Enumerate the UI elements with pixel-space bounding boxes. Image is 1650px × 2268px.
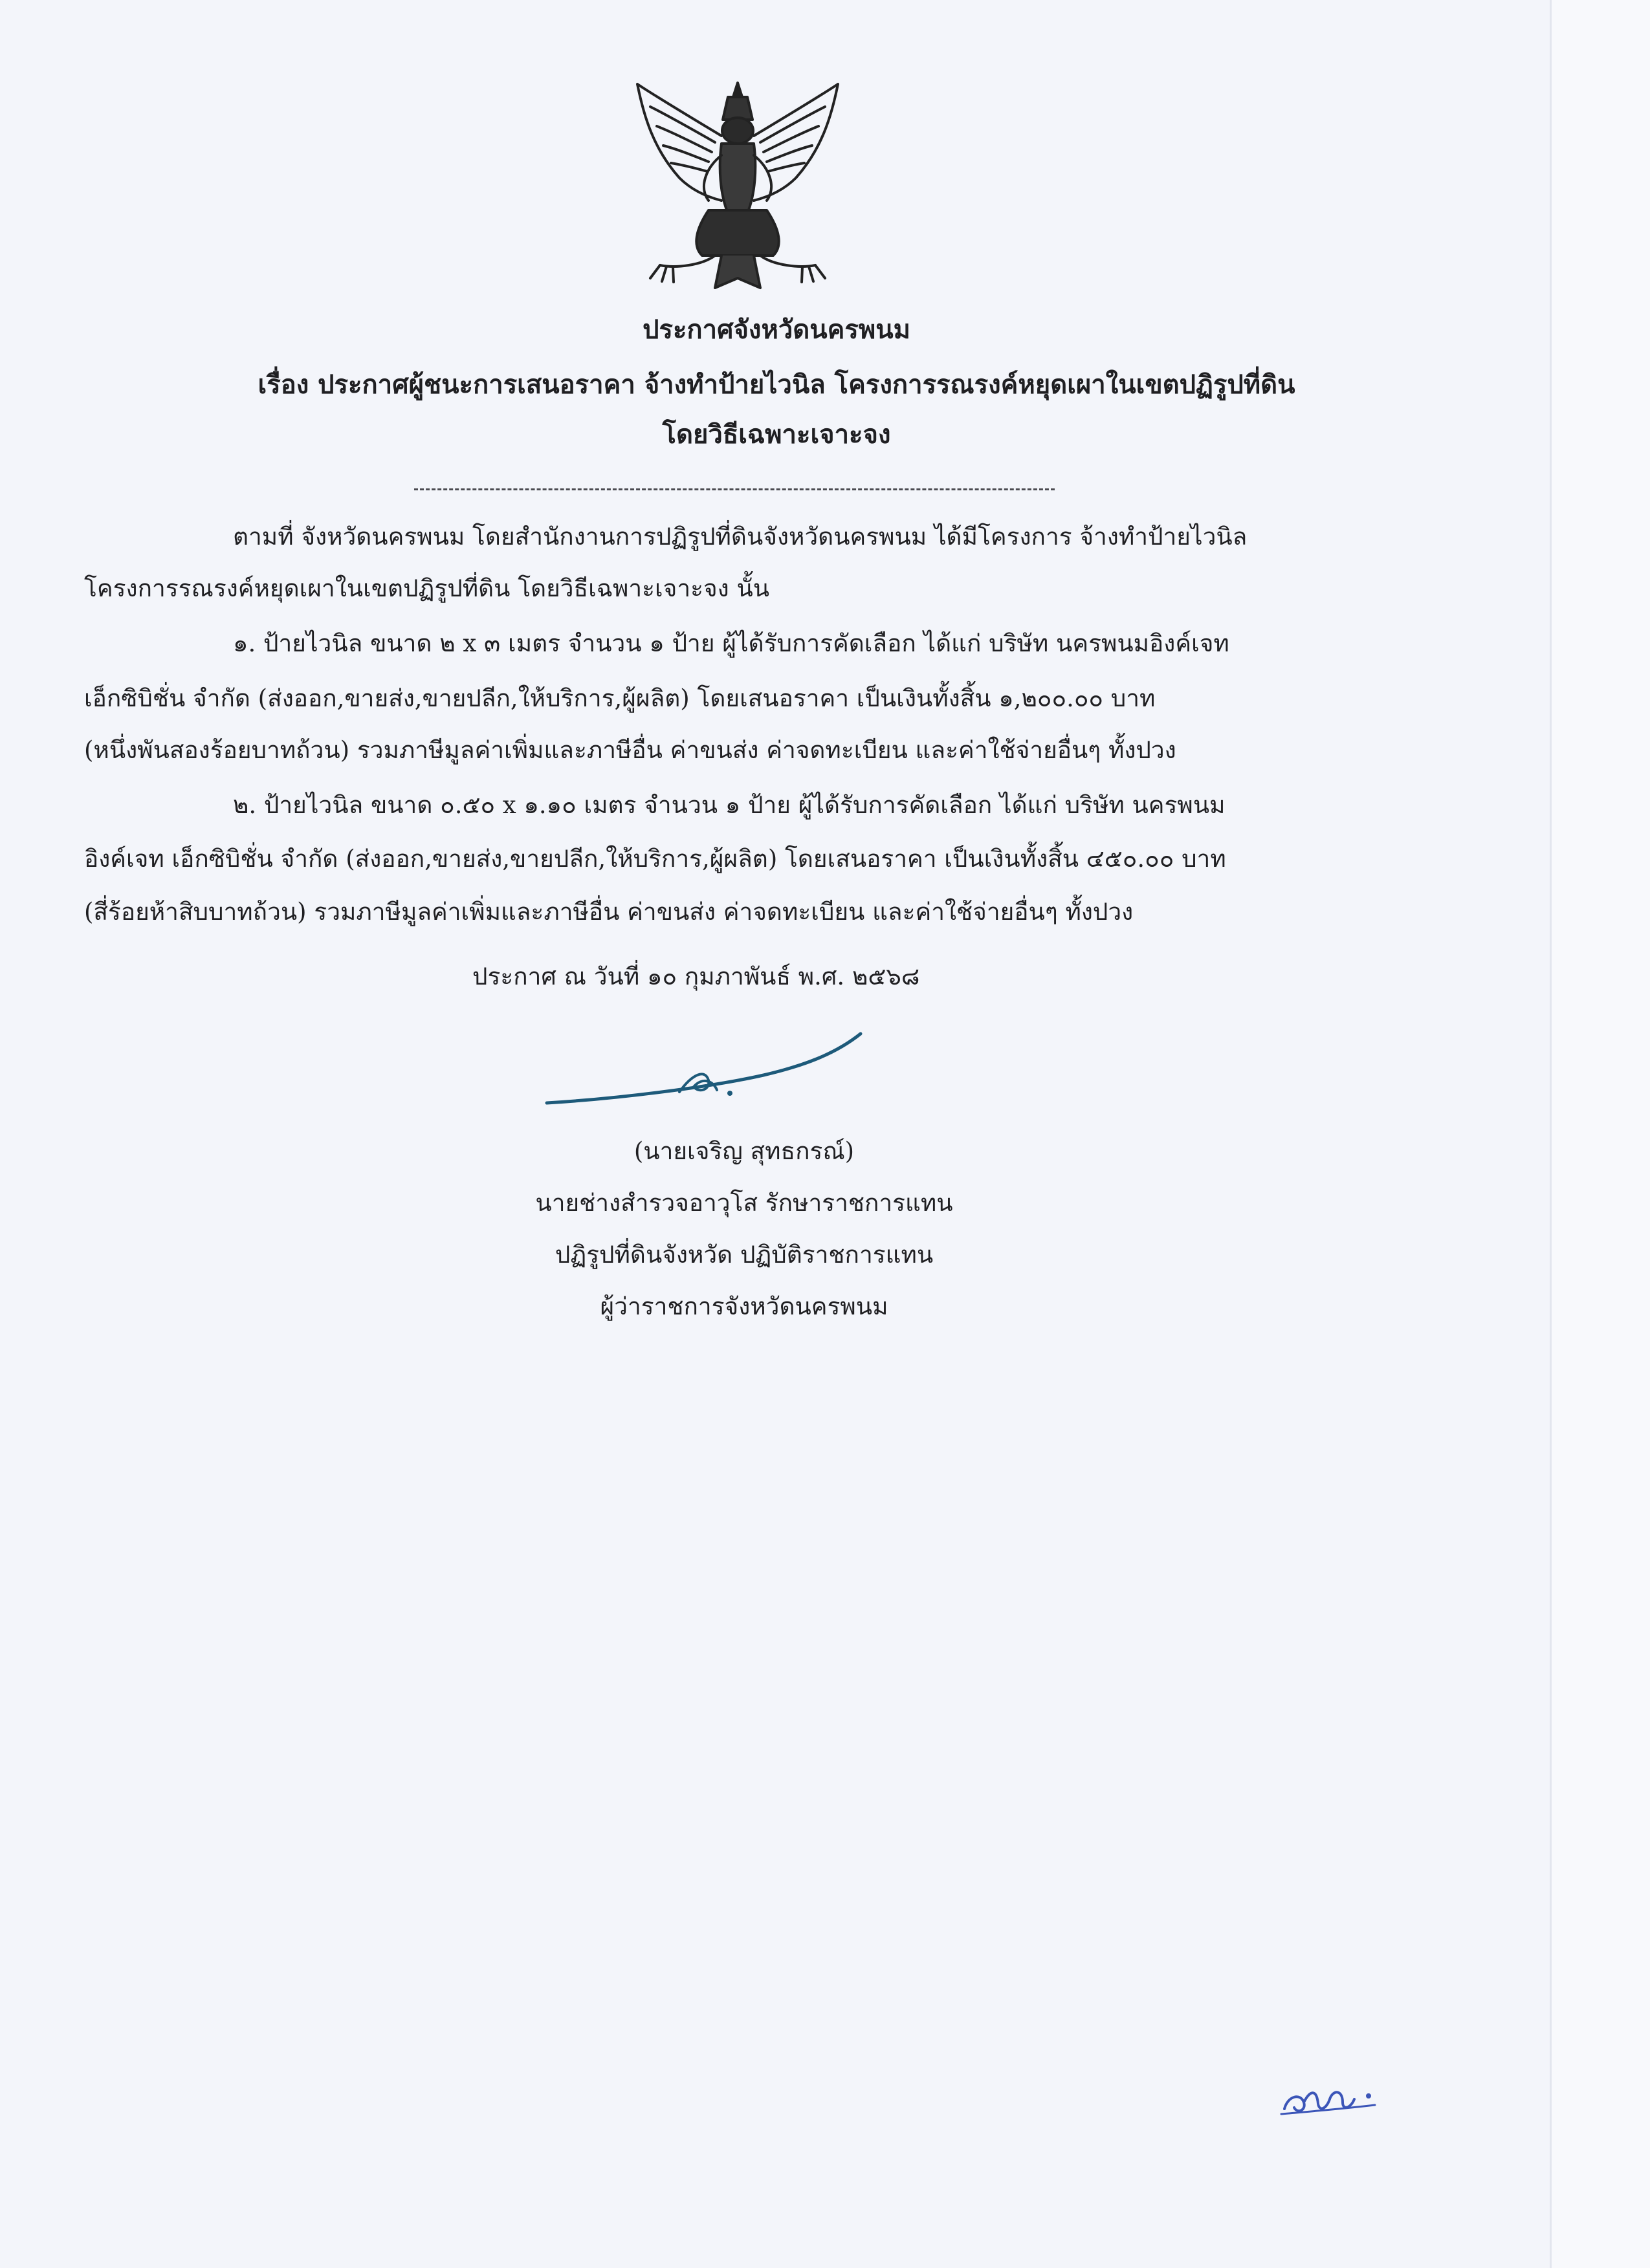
intro-line-1: ตามที่ จังหวัดนครพนม โดยสำนักงานการปฏิรูปที่ดินจังหวัดนครพนม ได้มีโครงการ จ้างทำป้ายไวนิล (233, 523, 1248, 551)
item-2-line-2: อิงค์เจท เอ็กซิบิชั่น จำกัด (ส่งออก,ขายส่ง,ขายปลีก,ให้บริการ,ผู้ผลิต) โดยเสนอราคา เป็นเงินทั้งสิ้น ๔๕๐.๐๐ บาท (84, 845, 1226, 873)
intro-line-2: โครงการรณรงค์หยุดเผาในเขตปฏิรูปที่ดิน โดยวิธีเฉพาะเจาะจง นั้น (84, 574, 770, 602)
signatory-position-2: ปฏิรูปที่ดินจังหวัด ปฏิบัติราชการแทน (555, 1241, 934, 1269)
document-title: ประกาศจังหวัดนครพนม (643, 314, 910, 345)
item-1-line-3: (หนึ่งพันสองร้อยบาทถ้วน) รวมภาษีมูลค่าเพิ่มและภาษีอื่น ค่าขนส่ง ค่าจดทะเบียน และค่าใช้จ่ายอื่นๆ ทั้งปวง (84, 736, 1176, 764)
separator-line (414, 488, 1055, 490)
signatory-position-1: นายช่างสำรวจอาวุโส รักษาราชการแทน (535, 1189, 953, 1217)
item-2-line-3: (สี่ร้อยห้าสิบบาทถ้วน) รวมภาษีมูลค่าเพิ่มและภาษีอื่น ค่าขนส่ง ค่าจดทะเบียน และค่าใช้จ่ายอื่นๆ ทั้งปวง (84, 898, 1134, 926)
procurement-method: โดยวิธีเฉพาะเจาะจง (662, 419, 891, 450)
page-edge (1550, 0, 1650, 2268)
announcement-date: ประกาศ ณ วันที่ ๑๐ กุมภาพันธ์ พ.ศ. ๒๕๖๘ (472, 963, 920, 990)
handwritten-signature-icon (544, 1029, 867, 1113)
handwritten-initials-icon (1278, 2064, 1407, 2122)
signatory-name: (นายเจริญ สุทธกรณ์) (633, 1137, 855, 1165)
garuda-emblem-icon (631, 71, 844, 298)
signatory-position-3: ผู้ว่าราชการจังหวัดนครพนม (600, 1292, 888, 1320)
document-subject: เรื่อง ประกาศผู้ชนะการเสนอราคา จ้างทำป้ายไวนิล โครงการรณรงค์หยุดเผาในเขตปฏิรูปที่ดิน (258, 369, 1295, 400)
item-1-line-1: ๑. ป้ายไวนิล ขนาด ๒ x ๓ เมตร จำนวน ๑ ป้าย ผู้ได้รับการคัดเลือก ได้แก่ บริษัท นครพนมอิงค์เจท (233, 629, 1229, 657)
item-1-line-2: เอ็กซิบิชั่น จำกัด (ส่งออก,ขายส่ง,ขายปลีก,ให้บริการ,ผู้ผลิต) โดยเสนอราคา เป็นเงินทั้งสิ้น ๑,๒๐๐.๐๐ บาท (84, 684, 1156, 712)
item-2-line-1: ๒. ป้ายไวนิล ขนาด ๐.๕๐ x ๑.๑๐ เมตร จำนวน ๑ ป้าย ผู้ได้รับการคัดเลือก ได้แก่ บริษัท นครพนม (233, 791, 1226, 819)
